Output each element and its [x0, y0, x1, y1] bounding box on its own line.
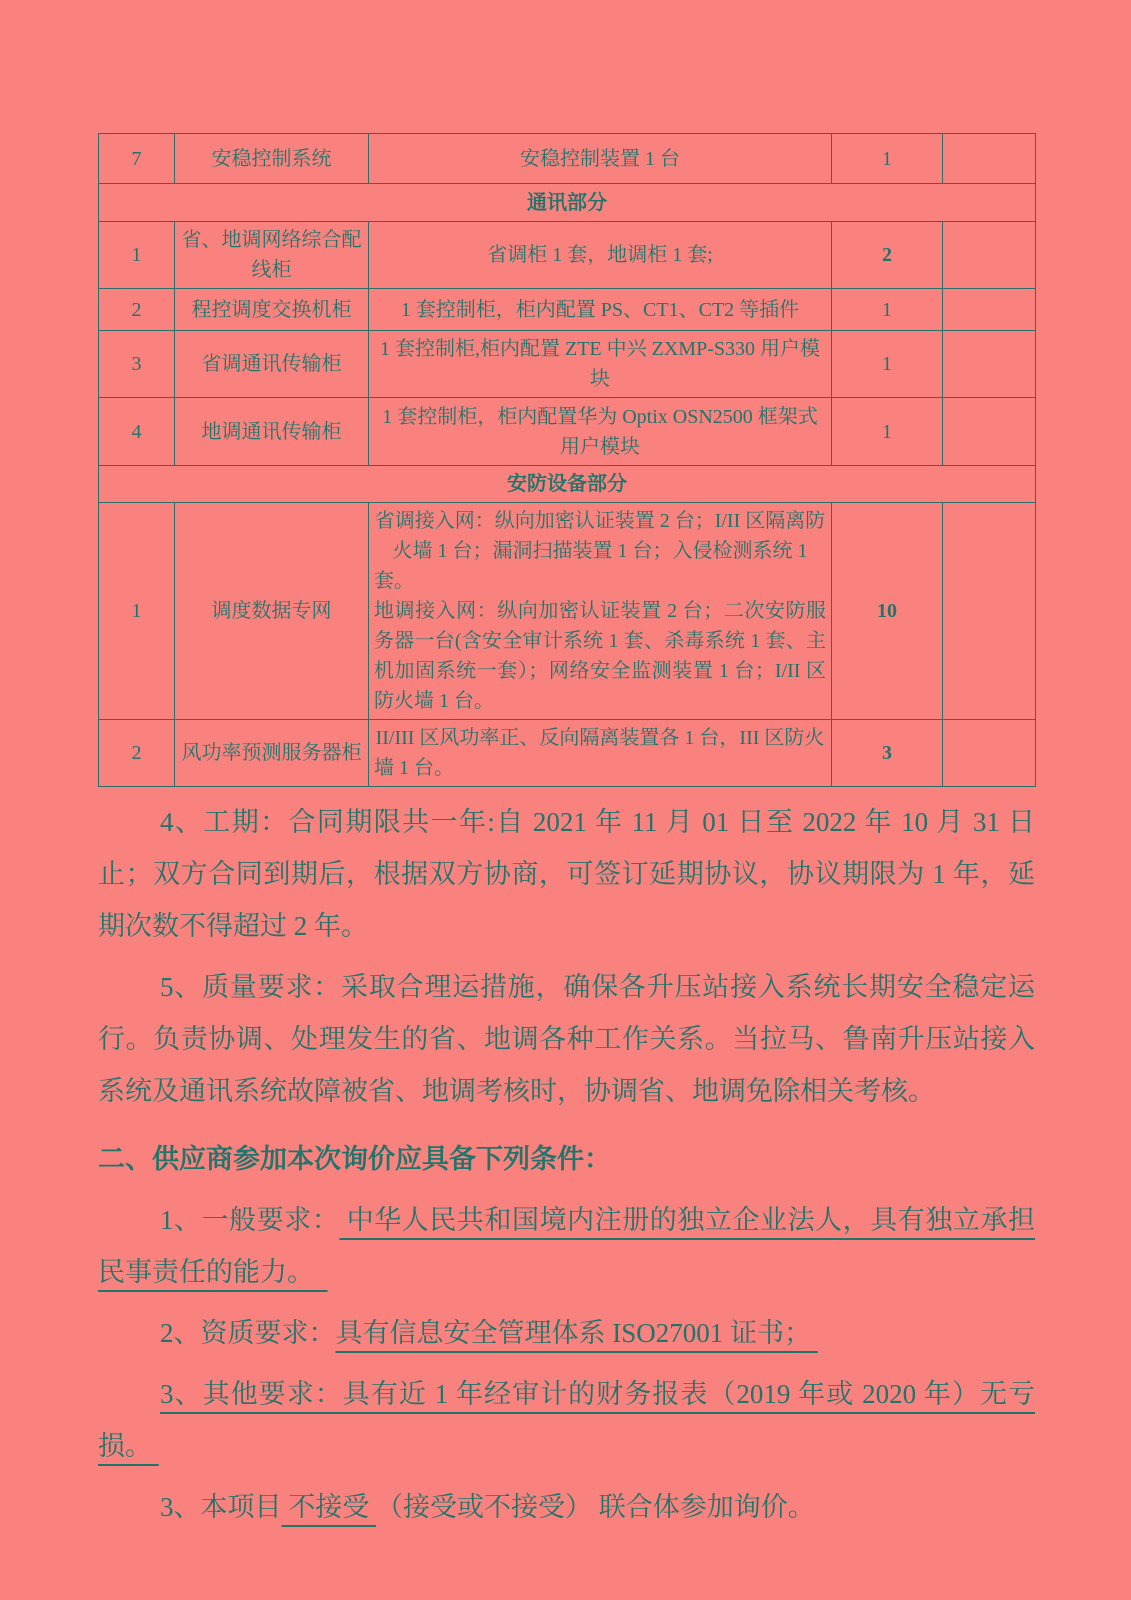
row-number-cell: 1 [99, 222, 175, 289]
item-name-cell: 安稳控制系统 [175, 134, 369, 184]
item-name-cell: 地调通讯传输柜 [175, 398, 369, 466]
paragraph-qualification-requirement [98, 1307, 1035, 1359]
desc-block-province: 省调接入网：纵向加密认证装置 2 台；I/II 区隔离防火墙 1 台；漏洞扫描装置 1 台；入侵检测系统 1 套。 [374, 510, 826, 592]
note-cell [943, 720, 1036, 787]
row-number-cell: 7 [99, 134, 175, 184]
note-cell [943, 289, 1036, 331]
statement-tail-text: （接受或不接受） 联合体参加询价。 [376, 1492, 815, 1522]
item-name-cell: 省、地调网络综合配线柜 [175, 222, 369, 289]
item-name-cell: 调度数据专网 [175, 503, 369, 720]
item-name-cell: 程控调度交换机柜 [175, 289, 369, 331]
section-title-cell: 安防设备部分 [99, 466, 1036, 503]
quantity-cell: 1 [832, 398, 943, 466]
quantity-cell: 1 [832, 331, 943, 398]
table-row [99, 503, 1036, 720]
statement-underlined-text: 不接受 [281, 1492, 376, 1522]
section-title-cell: 通讯部分 [99, 184, 1036, 222]
equipment-table [98, 133, 1036, 787]
statement-lead-text: 3、本项目 [160, 1492, 282, 1522]
paragraph-general-requirement [98, 1194, 1035, 1298]
table-section-row [99, 184, 1036, 222]
item-desc-cell: 1 套控制柜，柜内配置华为 Optix OSN2500 框架式用户模块 [369, 398, 832, 466]
note-cell [943, 134, 1036, 184]
item-desc-cell: II/III 区风功率正、反向隔离装置各 1 台，III 区防火墙 1 台。 [369, 720, 832, 787]
requirement-underlined-text: 3、其他要求：具有近 1 年经审计的财务报表（2019 年或 2020 年）无亏损。 [98, 1379, 1035, 1461]
table-row [99, 331, 1036, 398]
note-cell [943, 503, 1036, 720]
quantity-cell: 10 [832, 503, 943, 720]
table-row [99, 222, 1036, 289]
item-desc-cell: 省调柜 1 套，地调柜 1 套; [369, 222, 832, 289]
row-number-cell: 2 [99, 720, 175, 787]
quantity-cell: 3 [832, 720, 943, 787]
row-number-cell: 2 [99, 289, 175, 331]
paragraph-quality-requirement: 5、质量要求：采取合理运措施，确保各升压站接入系统长期安全稳定运行。负责协调、处理发生的省、地调各种工作关系。当拉马、鲁南升压站接入系统及通讯系统故障被省、地调考核时，协调省、地调免除相关考核。 [98, 972, 1035, 1106]
item-desc-cell: 1 套控制柜,柜内配置 ZTE 中兴 ZXMP-S330 用户模块 [369, 331, 832, 398]
item-desc-cell [369, 503, 832, 720]
table-section-row [99, 466, 1036, 503]
paragraph-other-requirement [98, 1368, 1035, 1472]
note-cell [943, 331, 1036, 398]
page-content [98, 133, 1035, 1533]
quantity-cell: 1 [832, 289, 943, 331]
item-name-cell: 省调通讯传输柜 [175, 331, 369, 398]
item-name-cell: 风功率预测服务器柜 [175, 720, 369, 787]
desc-block-local: 地调接入网：纵向加密认证装置 2 台；二次安防服务器一台(含安全审计系统 1 套、杀毒系统 1 套、主机加固系统一套）；网络安全监测装置 1 台；I/II 区防火墙 1 台。 [374, 600, 826, 712]
section-heading-supplier-conditions: 二、供应商参加本次询价应具备下列条件： [98, 1144, 611, 1174]
table-row [99, 720, 1036, 787]
row-number-cell: 4 [99, 398, 175, 466]
note-cell [943, 222, 1036, 289]
quantity-cell: 2 [832, 222, 943, 289]
table-row [99, 398, 1036, 466]
item-desc-cell: 安稳控制装置 1 台 [369, 134, 832, 184]
item-desc-cell: 1 套控制柜，柜内配置 PS、CT1、CT2 等插件 [369, 289, 832, 331]
requirement-lead-text: 2、资质要求： [160, 1318, 336, 1348]
table-row [99, 289, 1036, 331]
quantity-cell: 1 [832, 134, 943, 184]
paragraph-consortium-statement [98, 1481, 1035, 1533]
row-number-cell: 3 [99, 331, 175, 398]
requirement-lead-text: 1、一般要求： [160, 1205, 340, 1235]
table-row [99, 134, 1036, 184]
paragraph-contract-duration: 4、工期：合同期限共一年:自 2021 年 11 月 01 日至 2022 年 10 月 31 日止；双方合同到期后，根据双方协商，可签订延期协议，协议期限为 1 年，延期次数不得超过 2 年。 [98, 807, 1035, 941]
row-number-cell: 1 [99, 503, 175, 720]
note-cell [943, 398, 1036, 466]
requirement-underlined-text: 中华人民共和国境内注册的独立企业法人，具有独立承担民事责任的能力。 [98, 1205, 1036, 1287]
requirement-underlined-text: 具有信息安全管理体系 ISO27001 证书； [335, 1318, 818, 1348]
